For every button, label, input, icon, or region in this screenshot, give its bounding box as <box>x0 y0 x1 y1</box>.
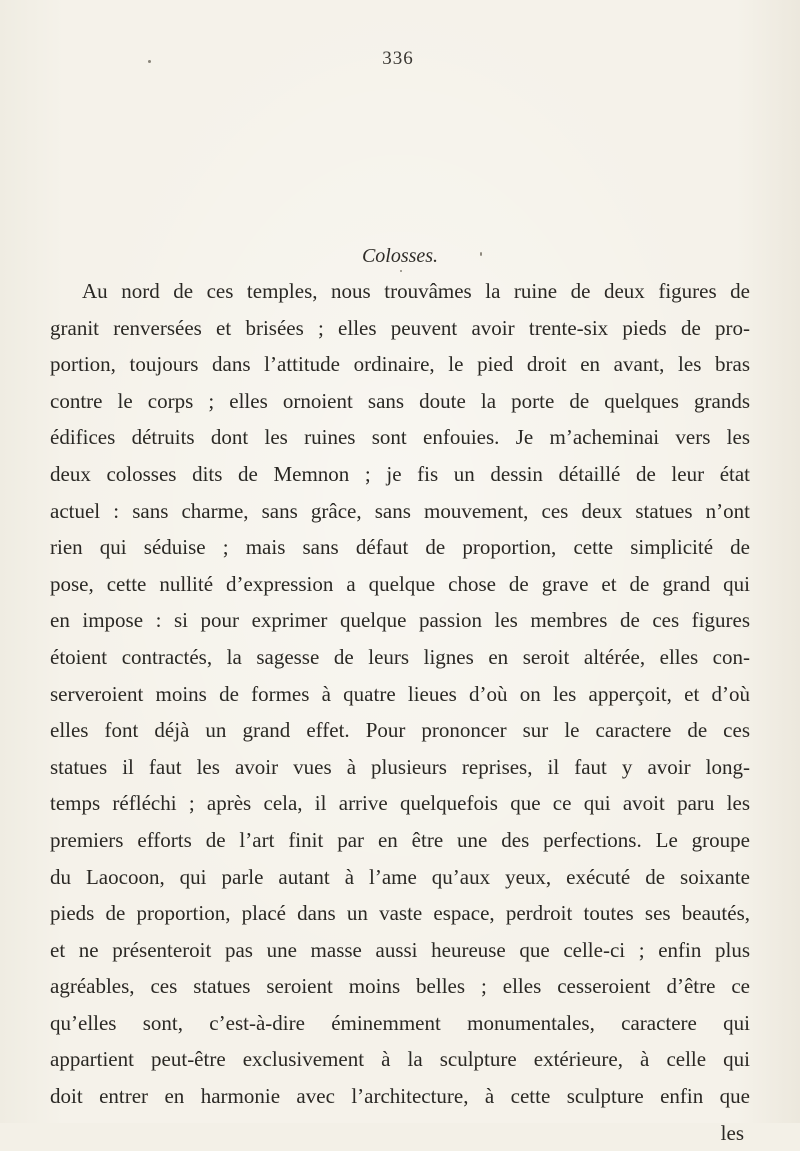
paper-speck <box>480 252 482 256</box>
text-line: Au nord de ces temples, nous trouvâmes la ruine de deux figures de <box>82 279 750 303</box>
text-line: serveroient moins de formes à quatre lieues d’où on les apperçoit, et d’où <box>50 681 750 706</box>
section-title: Colosses. <box>361 245 439 267</box>
text-line: actuel : sans charme, sans grâce, sans mouvement, ces deux statues n’ont <box>50 498 750 523</box>
paper-speck <box>148 60 151 63</box>
text-line: qu’elles sont, c’est-à-dire éminemment monumentales, caractere qui <box>50 1010 750 1035</box>
text-line: temps réfléchi ; après cela, il arrive quelquefois que ce qui avoit paru les <box>50 791 750 816</box>
text-line: du Laocoon, qui parle autant à l’ame qu’aux yeux, exécuté de soixante <box>50 864 750 889</box>
text-line: pose, cette nullité d’expression a quelque chose de grave et de grand qui <box>50 571 750 596</box>
text-line: et ne présenteroit pas une masse aussi heureuse que celle-ci ; enfin plus <box>50 937 750 962</box>
text-line: statues il faut les avoir vues à plusieurs reprises, il faut y avoir long- <box>50 754 750 779</box>
text-line: étoient contractés, la sagesse de leurs lignes en seroit altérée, elles con- <box>50 644 750 669</box>
text-line: contre le corps ; elles ornoient sans doute la porte de quelques grands <box>50 388 750 413</box>
text-line: deux colosses dits de Memnon ; je fis un dessin détaillé de leur état <box>50 461 750 486</box>
text-line: pieds de proportion, placé dans un vaste espace, perdroit toutes ses beautés, <box>50 901 750 926</box>
paper-speck <box>400 270 402 272</box>
text-line: premiers efforts de l’art finit par en être une des perfections. Le groupe <box>50 827 750 852</box>
text-line: édifices détruits dont les ruines sont enfouies. Je m’acheminai vers les <box>50 425 750 450</box>
text-line: portion, toujours dans l’attitude ordinaire, le pied droit en avant, les bras <box>50 352 750 377</box>
text-line: appartient peut-être exclusivement à la sculpture extérieure, à celle qui <box>50 1047 750 1072</box>
text-line: granit renversées et brisées ; elles peuvent avoir trente-six pieds de pro- <box>50 315 750 340</box>
text-line: en impose : si pour exprimer quelque passion les membres de ces figures <box>50 608 750 633</box>
text-line: doit entrer en harmonie avec l’architecture, à cette sculpture enfin que <box>50 1084 750 1109</box>
text-line: rien qui séduise ; mais sans défaut de proportion, cette simplicité de <box>50 535 750 560</box>
page-number: 336 <box>382 48 414 69</box>
body-text <box>50 273 750 1151</box>
catchword: les <box>720 1120 744 1145</box>
text-line: agréables, ces statues seroient moins belles ; elles cesseroient d’être ce <box>50 974 750 999</box>
text-line: elles font déjà un grand effet. Pour prononcer sur le caractere de ces <box>50 718 750 743</box>
